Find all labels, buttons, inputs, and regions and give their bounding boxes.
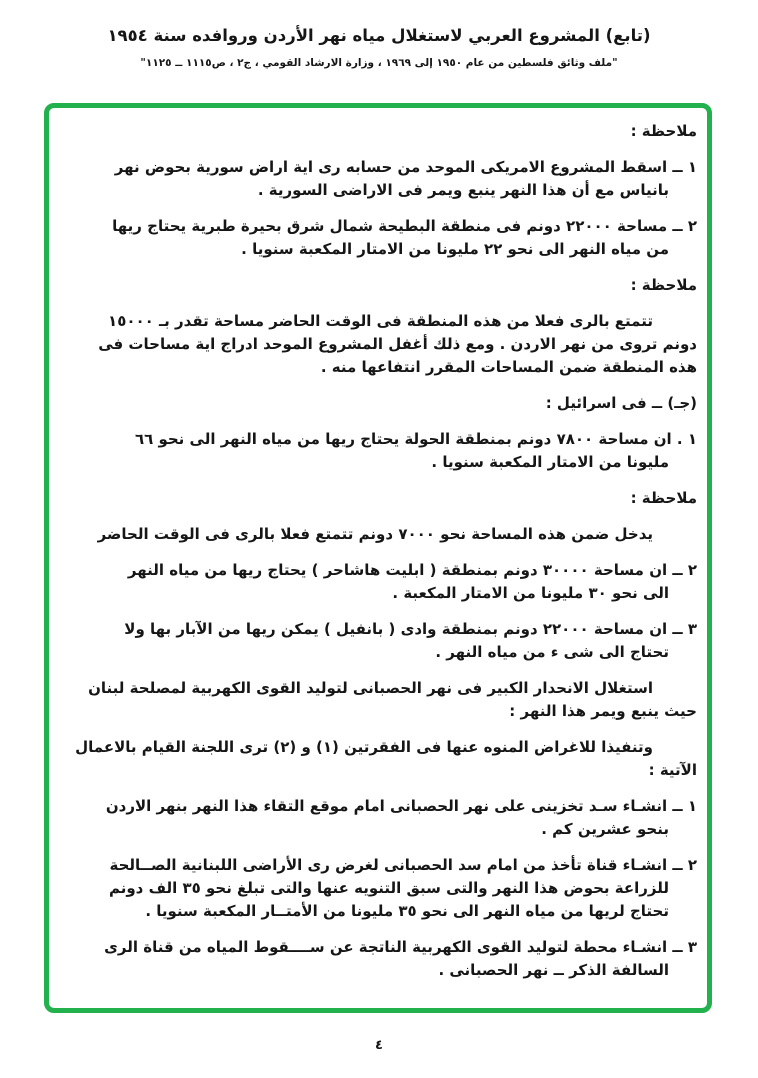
item-number: ١ . [671,430,697,448]
text-line: ٢ ــ انشـاء قناة تأخذ من امام سد الحصبانى لغرض رى الأراضى اللبنانية الصــالحة [109,856,697,874]
paragraph [63,736,697,782]
text-line: الى نحو ٣٠ مليونا من الامتار المكعبة . [392,584,669,602]
text-line: الآتية : [648,761,697,779]
numbered-item [63,936,697,982]
item-number: ٢ ــ [667,561,697,579]
section-heading: ملاحظة : [630,122,697,140]
text-line: دونم تروى من نهر الاردن . ومع ذلك أغفل المشروع الموحد ادراج اية مساحات فى [98,335,697,353]
item-number: ٢ ــ [667,856,697,874]
text-line: ٢ ــ مساحة ٢٢٠٠٠ دونم فى منطقة البطيحة شمال شرق بحيرة طبرية يحتاج ريها [112,217,697,235]
text-line: مليونا من الامتار المكعبة سنويا . [431,453,669,471]
text-line: ٢ ــ ان مساحة ٣٠٠٠٠ دونم بمنطقة ( ابليت هاشاحر ) يحتاج ريها من مياه النهر [127,561,697,579]
text-line: تتمتع بالرى فعلا من هذه المنطقة فى الوقت الحاضر مساحة تقدر بـ ١٥٠٠٠ [108,312,653,330]
item-number: ١ ــ [667,158,697,176]
text-line: السالفة الذكر ــ نهر الحصبانى . [438,961,669,979]
numbered-item [63,559,697,605]
text-line: ١ . ان مساحة ٧٨٠٠ دونم بمنطقة الحولة يحتاج ريها من مياه النهر الى نحو ٦٦ [134,430,697,448]
section-heading: (جـ) ــ فى اسرائيل : [545,394,697,412]
section-heading: ملاحظة : [630,489,697,507]
document-source-citation: "ملف وثائق فلسطين من عام ١٩٥٠ إلى ١٩٦٩ ، وزارة الارشاد القومي ، ج٢ ، ص١١١٥ ــ ١١٢٥" [140,57,618,69]
paragraph [63,523,697,546]
item-number: ١ ــ [667,797,697,815]
numbered-item [63,854,697,923]
text-line: ١ ــ اسقط المشروع الامريكى الموحد من حسابه رى اية اراض سورية بحوض نهر [114,158,697,176]
numbered-item [63,215,697,261]
item-number: ٣ ــ [667,620,697,638]
section-heading: ملاحظة : [630,276,697,294]
page-number: ٤ [375,1038,383,1053]
item-number: ٣ ــ [667,938,697,956]
numbered-item [63,428,697,474]
numbered-item [63,795,697,841]
document-header [0,24,758,70]
item-number: ٢ ــ [667,217,697,235]
text-line: حيث ينبع ويمر هذا النهر : [509,702,697,720]
document-blocks [63,120,697,982]
text-line: استغلال الانحدار الكبير فى نهر الحصبانى لتوليد القوى الكهربية لمصلحة لبنان [88,679,653,697]
numbered-item [63,618,697,664]
text-line: يدخل ضمن هذه المساحة نحو ٧٠٠٠ دونم تتمتع فعلا بالرى فى الوقت الحاضر [97,525,653,543]
numbered-item [63,156,697,202]
text-line: هذه المنطقة ضمن المساحات المقرر انتفاعها منه . [320,358,697,376]
text-line: وتنفيذا للاغراض المنوه عنها فى الفقرتين (١) و (٢) ترى اللجنة القيام بالاعمال [75,738,653,756]
text-line: بانياس مع أن هذا النهر ينبع ويمر فى الاراضى السورية . [257,181,669,199]
text-line: ٣ ــ انشـاء محطة لتوليد القوى الكهربية الناتجة عن ســــقوط المياه من قناة الرى [104,938,697,956]
document-title: (تابع) المشروع العربي لاستغلال مياه نهر الأردن وروافده سنة ١٩٥٤ [107,26,651,45]
text-line: بنحو عشرين كم . [541,820,669,838]
paragraph [63,310,697,379]
page-footer [0,1038,758,1053]
text-line: ٣ ــ ان مساحة ٢٢٠٠٠ دونم بمنطقة وادى ( بانفيل ) يمكن ريها من الآبار بها ولا [124,620,697,638]
paragraph [63,677,697,723]
text-line: تحتاج لريها من مياه النهر الى نحو ٣٥ مليونا من الأمتــار المكعبة سنويا . [145,902,669,920]
text-line: تحتاج الى شى ء من مياه النهر . [435,643,669,661]
text-line: ١ ــ انشـاء سـد تخزينى على نهر الحصبانى امام موقع التقاء هذا النهر بنهر الاردن [105,797,697,815]
text-line: من مياه النهر الى نحو ٢٢ مليونا من الامتار المكعبة سنويا . [241,240,669,258]
highlight-border-box [44,103,712,1013]
text-line: للزراعة بحوض هذا النهر والتى سبق التنويه عنها والتى تبلغ نحو ٣٥ الف دونم [108,879,669,897]
